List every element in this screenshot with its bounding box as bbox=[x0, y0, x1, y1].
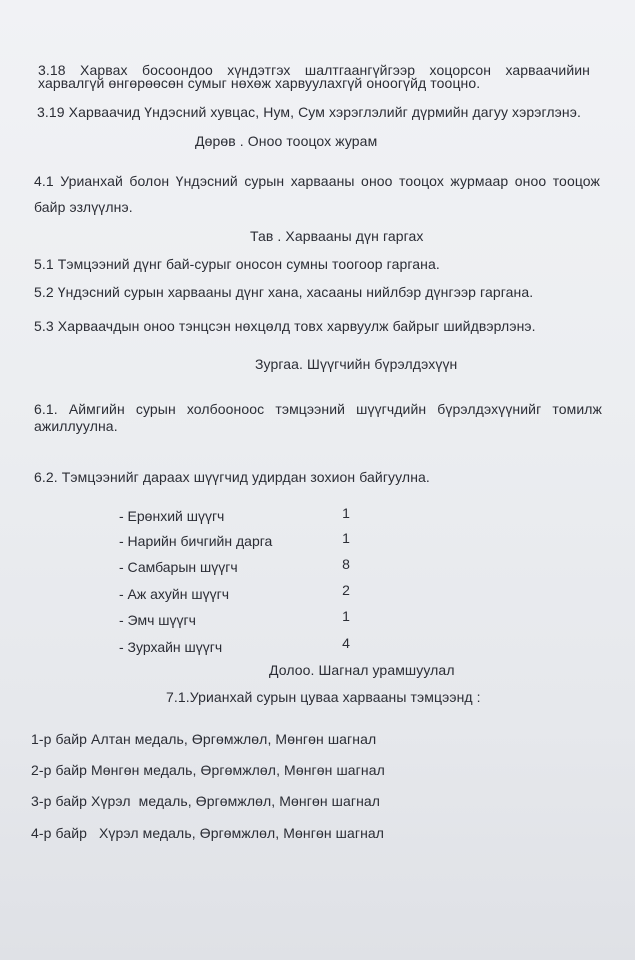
paragraph-7-1: 7.1.Урианхай сурын цуваа харвааны тэмцээнд : bbox=[166, 689, 481, 705]
paragraph-4-1-line-1: 4.1 Урианхай болон Үндэсний сурын харвааны оноо тооцох журмаар оноо тооцож bbox=[34, 173, 600, 189]
judge-count: 1 bbox=[342, 530, 350, 546]
judge-role: - Эмч шүүгч bbox=[119, 612, 196, 628]
paragraph-5-3: 5.3 Харваачдын оноо тэнцсэн нөхцөлд товх харвуулж байрыг шийдвэрлэнэ. bbox=[34, 318, 536, 334]
judge-role: - Самбарын шүүгч bbox=[119, 559, 238, 575]
judge-count: 1 bbox=[342, 505, 350, 521]
prize-item: 3-р байр Хүрэл медаль, Өргөмжлөл, Мөнгөн шагнал bbox=[31, 793, 381, 809]
section-heading-4: Дөрөв . Оноо тооцох журам bbox=[195, 133, 378, 149]
judge-role: - Нарийн бичгийн дарга bbox=[119, 533, 273, 549]
paragraph-4-1-line-2: байр эзлүүлнэ. bbox=[34, 199, 133, 215]
paragraph-3-19: 3.19 Харваачид Үндэсний хувцас, Нум, Сум хэрэглэлийг дүрмийн дагуу хэрэглэнэ. bbox=[37, 104, 581, 120]
section-heading-7: Долоо. Шагнал урамшуулал bbox=[269, 662, 455, 678]
section-heading-6: Зургаа. Шүүгчийн бүрэлдэхүүн bbox=[255, 356, 458, 372]
judge-role: - Зурхайн шүүгч bbox=[119, 639, 223, 655]
judge-count: 1 bbox=[342, 608, 350, 624]
paragraph-3-18-line-1: 3.18 Харвах босоондоо хүндэтгэх шалтгаангүйгээр хоцорсон харваачийин bbox=[38, 62, 590, 78]
paragraph-6-1-line-1: 6.1. Аймгийн сурын холбооноос тэмцээний шүүгчдийн бүрэлдэхүүнийг томилж bbox=[34, 401, 602, 417]
judge-role: - Ерөнхий шүүгч bbox=[119, 508, 225, 524]
judge-role: - Аж ахуйн шүүгч bbox=[119, 586, 230, 602]
judge-count: 4 bbox=[342, 635, 350, 651]
section-heading-5: Тав . Харвааны дүн гаргах bbox=[250, 228, 424, 244]
judge-count: 2 bbox=[342, 582, 350, 598]
paragraph-6-2: 6.2. Тэмцээнийг дараах шүүгчид удирдан зохион байгуулна. bbox=[34, 469, 430, 485]
paragraph-5-2: 5.2 Үндэсний сурын харвааны дүнг хана, хасааны нийлбэр дүнгээр гаргана. bbox=[34, 284, 534, 300]
prize-item: 4-р байр Хүрэл медаль, Өргөмжлөл, Мөнгөн шагнал bbox=[31, 825, 385, 841]
prize-item: 2-р байр Мөнгөн медаль, Өргөмжлөл, Мөнгөн шагнал bbox=[31, 762, 385, 778]
paragraph-6-1-line-2: ажиллуулна. bbox=[34, 418, 118, 434]
judge-count: 8 bbox=[342, 556, 350, 572]
prize-item: 1-р байр Алтан медаль, Өргөмжлөл, Мөнгөн шагнал bbox=[31, 731, 377, 747]
paragraph-5-1: 5.1 Тэмцээний дүнг бай-сурыг оносон сумны тоогоор гаргана. bbox=[34, 256, 440, 272]
paragraph-3-18-line-2: харвалгүй өнгөрөөсөн сумыг нөхөж харвуулахгүй оноогүйд тооцно. bbox=[38, 75, 481, 91]
